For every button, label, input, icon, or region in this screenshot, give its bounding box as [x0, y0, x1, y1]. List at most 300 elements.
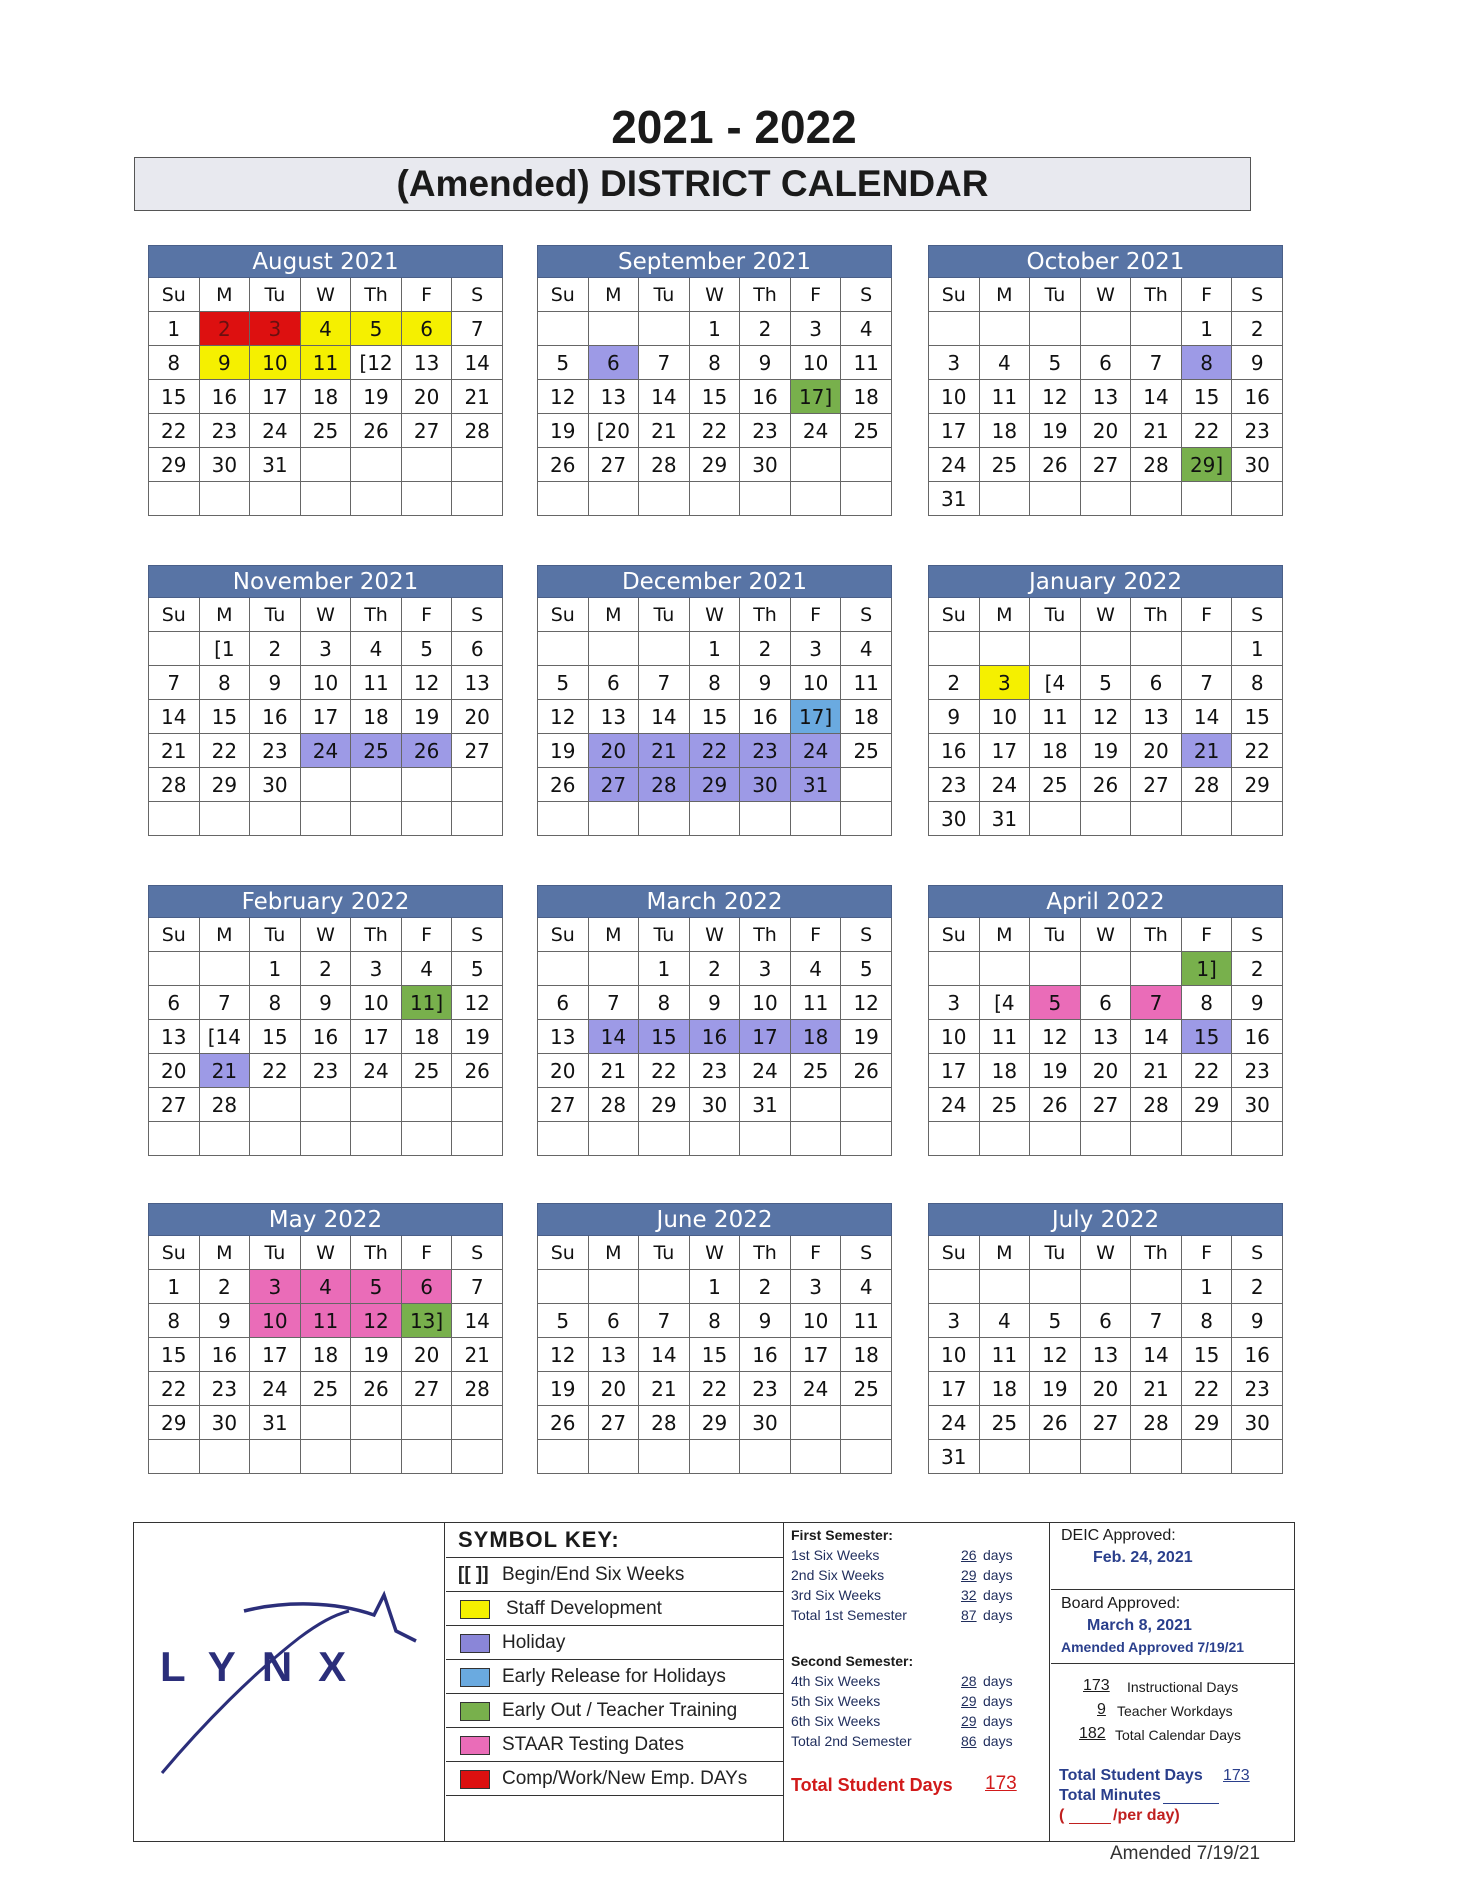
day-cell: 2 — [1232, 1270, 1283, 1304]
symbol-key-title: SYMBOL KEY: — [458, 1527, 620, 1552]
day-cell: 21 — [452, 1338, 503, 1372]
weekday-header: W — [300, 278, 351, 312]
day-cell: 9 — [199, 346, 250, 380]
weekday-header: M — [979, 278, 1030, 312]
day-cell — [452, 1088, 503, 1122]
weekday-header: Su — [538, 1236, 589, 1270]
six-weeks-label: 4th Six Weeks — [791, 1673, 881, 1689]
board-date: March 8, 2021 — [1087, 1617, 1192, 1634]
day-cell: 30 — [740, 448, 791, 482]
day-cell: 22 — [1181, 414, 1232, 448]
day-cell: 22 — [199, 734, 250, 768]
six-weeks-value: 28 — [961, 1673, 977, 1689]
day-cell — [689, 1122, 740, 1156]
day-cell — [979, 1440, 1030, 1474]
key-item-early-release — [446, 1659, 783, 1694]
day-cell — [979, 1122, 1030, 1156]
total-student-days-label: Total Student Days — [1059, 1767, 1203, 1784]
day-cell — [588, 482, 639, 516]
day-cell — [538, 312, 589, 346]
day-cell: 26 — [538, 448, 589, 482]
day-cell: 12 — [841, 986, 892, 1020]
day-cell: 23 — [740, 414, 791, 448]
day-cell: 5 — [1030, 986, 1081, 1020]
day-cell: 12 — [1030, 380, 1081, 414]
day-cell — [300, 1122, 351, 1156]
day-cell — [1131, 1270, 1182, 1304]
day-cell — [250, 482, 301, 516]
key-label: STAAR Testing Dates — [502, 1734, 684, 1755]
day-cell: 2 — [740, 632, 791, 666]
day-cell: 1 — [149, 1270, 200, 1304]
day-cell: [14 — [199, 1020, 250, 1054]
day-cell — [401, 482, 452, 516]
day-cell — [979, 1270, 1030, 1304]
day-cell: 29 — [689, 1406, 740, 1440]
day-cell: 5 — [841, 952, 892, 986]
days-unit: days — [983, 1607, 1013, 1623]
day-cell: 12 — [1030, 1338, 1081, 1372]
day-cell: 9 — [689, 986, 740, 1020]
day-cell: 23 — [929, 768, 980, 802]
day-cell: 20 — [1131, 734, 1182, 768]
day-cell: 29 — [149, 1406, 200, 1440]
day-cell: 29 — [639, 1088, 690, 1122]
day-cell — [199, 952, 250, 986]
day-cell: 28 — [452, 414, 503, 448]
day-cell: 25 — [401, 1054, 452, 1088]
weekday-header: Tu — [250, 598, 301, 632]
weekday-header: Th — [740, 278, 791, 312]
day-cell: 25 — [1030, 768, 1081, 802]
day-cell — [639, 312, 690, 346]
day-cell: 19 — [351, 1338, 402, 1372]
day-cell: [20 — [588, 414, 639, 448]
total-calendar-days-value: 182 — [1079, 1725, 1106, 1742]
weekday-header: W — [300, 598, 351, 632]
weekday-header: M — [979, 598, 1030, 632]
day-cell: 24 — [250, 1372, 301, 1406]
day-cell: 23 — [199, 1372, 250, 1406]
day-cell: 27 — [1080, 1406, 1131, 1440]
day-cell: 16 — [689, 1020, 740, 1054]
day-cell: 5 — [351, 312, 402, 346]
day-cell: 21 — [1131, 1054, 1182, 1088]
day-cell: 19 — [841, 1020, 892, 1054]
day-cell: 20 — [1080, 1372, 1131, 1406]
weekday-header: Th — [351, 1236, 402, 1270]
day-cell: 2 — [300, 952, 351, 986]
day-cell: 8 — [1181, 1304, 1232, 1338]
day-cell — [1080, 1270, 1131, 1304]
day-cell — [250, 1440, 301, 1474]
day-cell: 30 — [199, 448, 250, 482]
day-cell — [841, 1406, 892, 1440]
day-cell: 7 — [639, 1304, 690, 1338]
day-cell — [841, 768, 892, 802]
day-cell: 26 — [538, 768, 589, 802]
day-cell: 29 — [689, 768, 740, 802]
day-cell: 30 — [740, 768, 791, 802]
day-cell: 30 — [689, 1088, 740, 1122]
day-cell: 14 — [1131, 1338, 1182, 1372]
day-cell — [1030, 482, 1081, 516]
day-cell — [1080, 952, 1131, 986]
day-cell: 7 — [452, 1270, 503, 1304]
day-cell — [538, 802, 589, 836]
day-cell: 12 — [538, 700, 589, 734]
weekday-header: S — [452, 1236, 503, 1270]
day-cell — [1131, 952, 1182, 986]
day-cell: 15 — [1181, 1020, 1232, 1054]
day-cell: 29 — [1181, 1088, 1232, 1122]
day-cell: 6 — [588, 346, 639, 380]
month-calendar — [148, 885, 503, 1156]
day-cell: 25 — [300, 1372, 351, 1406]
month-title: June 2022 — [538, 1204, 892, 1236]
day-cell: 18 — [841, 1338, 892, 1372]
weekday-header: Th — [351, 278, 402, 312]
day-cell: 25 — [790, 1054, 841, 1088]
day-cell: 25 — [841, 734, 892, 768]
logo-lettering: LYNX — [160, 1643, 373, 1690]
lynx-logo-icon — [134, 1523, 444, 1841]
day-cell — [452, 448, 503, 482]
weekday-header: Tu — [1030, 598, 1081, 632]
day-cell — [929, 1270, 980, 1304]
day-cell — [199, 482, 250, 516]
day-cell: 18 — [300, 1338, 351, 1372]
day-cell: 13 — [588, 380, 639, 414]
teacher-workdays-value: 9 — [1097, 1701, 1106, 1718]
weekday-header: Th — [351, 918, 402, 952]
approvals-divider — [1051, 1663, 1294, 1664]
swatch-green — [460, 1702, 490, 1721]
days-unit: days — [983, 1693, 1013, 1709]
legend-panel — [133, 1522, 1295, 1842]
day-cell: 19 — [538, 414, 589, 448]
day-cell: 30 — [929, 802, 980, 836]
day-cell: 17 — [250, 380, 301, 414]
day-cell — [300, 1088, 351, 1122]
per-day-label: /per day) — [1113, 1807, 1180, 1824]
day-cell: 8 — [689, 1304, 740, 1338]
day-cell: 1 — [149, 312, 200, 346]
day-cell — [1181, 1440, 1232, 1474]
day-cell: 25 — [979, 448, 1030, 482]
weekday-header: Tu — [639, 1236, 690, 1270]
day-cell — [401, 1440, 452, 1474]
day-cell: 15 — [149, 380, 200, 414]
day-cell: 24 — [929, 1406, 980, 1440]
day-cell: 16 — [929, 734, 980, 768]
day-cell: 9 — [929, 700, 980, 734]
day-cell: 8 — [689, 666, 740, 700]
day-cell — [790, 1122, 841, 1156]
day-cell: 7 — [1181, 666, 1232, 700]
weekday-header: Tu — [250, 1236, 301, 1270]
day-cell: 28 — [639, 768, 690, 802]
day-cell: 12 — [1080, 700, 1131, 734]
day-cell: 1 — [1232, 632, 1283, 666]
weekday-header: W — [1080, 598, 1131, 632]
day-cell: 2 — [199, 1270, 250, 1304]
day-cell — [300, 1440, 351, 1474]
month-calendar — [537, 565, 892, 836]
six-weeks-label: 5th Six Weeks — [791, 1693, 881, 1709]
day-cell: 18 — [790, 1020, 841, 1054]
day-cell: 10 — [250, 346, 301, 380]
total-calendar-days-label: Total Calendar Days — [1115, 1727, 1242, 1743]
key-item-early-out — [446, 1693, 783, 1728]
weekday-header: Tu — [639, 598, 690, 632]
six-weeks-label: 1st Six Weeks — [791, 1547, 880, 1563]
key-symbol-brackets: [[ ]] — [458, 1564, 489, 1585]
weekday-header: Th — [740, 1236, 791, 1270]
weekday-header: W — [689, 918, 740, 952]
day-cell: 26 — [1080, 768, 1131, 802]
day-cell: 13 — [1080, 1020, 1131, 1054]
month-title: January 2022 — [929, 566, 1283, 598]
day-cell: 23 — [740, 734, 791, 768]
day-cell — [1030, 1440, 1081, 1474]
day-cell: 24 — [300, 734, 351, 768]
day-cell: 17 — [740, 1020, 791, 1054]
day-cell: 17] — [790, 380, 841, 414]
deic-date: Feb. 24, 2021 — [1093, 1549, 1193, 1566]
day-cell — [1131, 1440, 1182, 1474]
semester-total-label: Total 2nd Semester — [791, 1733, 912, 1749]
weekday-header: S — [1232, 598, 1283, 632]
day-cell — [639, 632, 690, 666]
day-cell: 21 — [639, 1372, 690, 1406]
key-item-empty — [446, 1795, 783, 1830]
day-cell — [401, 802, 452, 836]
weekday-header: S — [1232, 1236, 1283, 1270]
day-cell: 21 — [1181, 734, 1232, 768]
weekday-header: Su — [929, 598, 980, 632]
day-cell: 16 — [740, 380, 791, 414]
day-cell: 2 — [199, 312, 250, 346]
six-weeks-value: 26 — [961, 1547, 977, 1563]
day-cell: 19 — [1030, 1372, 1081, 1406]
day-cell — [689, 802, 740, 836]
day-cell: 7 — [1131, 346, 1182, 380]
day-cell: 3 — [790, 312, 841, 346]
day-cell — [300, 448, 351, 482]
day-cell — [1181, 802, 1232, 836]
day-cell: 24 — [250, 414, 301, 448]
day-cell — [452, 768, 503, 802]
day-cell — [199, 1440, 250, 1474]
total-student-days-label: Total Student Days — [791, 1775, 953, 1795]
day-cell: 15 — [149, 1338, 200, 1372]
day-cell: 14 — [452, 346, 503, 380]
key-item-staar — [446, 1727, 783, 1762]
approvals-panel — [1051, 1523, 1294, 1841]
day-cell — [639, 1270, 690, 1304]
six-weeks-label: 6th Six Weeks — [791, 1713, 881, 1729]
day-cell: 13 — [452, 666, 503, 700]
day-cell — [790, 1088, 841, 1122]
day-cell: 6 — [588, 1304, 639, 1338]
weekday-header: Th — [1131, 278, 1182, 312]
day-cell: 23 — [300, 1054, 351, 1088]
school-year-title: 2021 - 2022 — [611, 101, 857, 153]
key-label: Early Out / Teacher Training — [502, 1700, 738, 1721]
day-cell: 29 — [1181, 1406, 1232, 1440]
day-cell: 11 — [351, 666, 402, 700]
day-cell: 8 — [149, 1304, 200, 1338]
day-cell: 23 — [1232, 1054, 1283, 1088]
weekday-header: W — [1080, 918, 1131, 952]
day-cell: 3 — [790, 632, 841, 666]
day-cell: 26 — [401, 734, 452, 768]
day-cell — [689, 1440, 740, 1474]
key-label: Begin/End Six Weeks — [502, 1564, 685, 1585]
day-cell: 25 — [841, 414, 892, 448]
day-cell — [588, 312, 639, 346]
month-title: April 2022 — [929, 886, 1283, 918]
day-cell: 27 — [149, 1088, 200, 1122]
day-cell — [790, 482, 841, 516]
day-cell: 23 — [199, 414, 250, 448]
weekday-header: S — [841, 918, 892, 952]
day-cell — [401, 448, 452, 482]
day-cell — [300, 768, 351, 802]
day-cell: 6 — [1131, 666, 1182, 700]
day-cell — [588, 802, 639, 836]
day-cell: 31 — [929, 482, 980, 516]
day-cell: 10 — [740, 986, 791, 1020]
swatch-red — [460, 1770, 490, 1789]
day-cell: 16 — [1232, 380, 1283, 414]
day-cell: 4 — [300, 1270, 351, 1304]
weekday-header: S — [452, 598, 503, 632]
month-calendar — [537, 885, 892, 1156]
month-title: July 2022 — [929, 1204, 1283, 1236]
day-cell: 8 — [1232, 666, 1283, 700]
weekday-header: M — [588, 598, 639, 632]
day-cell: 14 — [588, 1020, 639, 1054]
day-cell: 28 — [1131, 1406, 1182, 1440]
weekday-header: Th — [1131, 598, 1182, 632]
day-cell: 12 — [401, 666, 452, 700]
day-cell: 28 — [588, 1088, 639, 1122]
weekday-header: Su — [149, 1236, 200, 1270]
day-cell: 16 — [1232, 1338, 1283, 1372]
day-cell: 13 — [588, 700, 639, 734]
weekday-header: Tu — [250, 918, 301, 952]
day-cell — [790, 802, 841, 836]
day-cell: 30 — [1232, 448, 1283, 482]
day-cell: 16 — [250, 700, 301, 734]
day-cell — [1232, 802, 1283, 836]
day-cell: 29] — [1181, 448, 1232, 482]
day-cell: 22 — [689, 734, 740, 768]
day-cell: 22 — [1181, 1054, 1232, 1088]
day-cell: 22 — [250, 1054, 301, 1088]
day-cell — [452, 1122, 503, 1156]
day-cell — [841, 1122, 892, 1156]
day-cell — [149, 482, 200, 516]
day-cell: 31 — [250, 1406, 301, 1440]
weekday-header: Su — [929, 918, 980, 952]
day-cell: 26 — [538, 1406, 589, 1440]
calendar-title-banner: (Amended) DISTRICT CALENDAR — [134, 157, 1251, 211]
day-cell: 26 — [351, 414, 402, 448]
day-cell — [979, 952, 1030, 986]
day-cell: 28 — [199, 1088, 250, 1122]
day-cell: 8 — [639, 986, 690, 1020]
weekday-header: Th — [740, 598, 791, 632]
day-cell: [12 — [351, 346, 402, 380]
day-cell: 18 — [401, 1020, 452, 1054]
day-cell: 23 — [1232, 414, 1283, 448]
day-cell: 24 — [740, 1054, 791, 1088]
day-cell: 2 — [740, 312, 791, 346]
day-cell: 5 — [401, 632, 452, 666]
day-cell: 16 — [740, 1338, 791, 1372]
day-cell — [300, 1406, 351, 1440]
month-calendar — [537, 245, 892, 516]
total-student-days-value: 173 — [985, 1773, 1017, 1794]
day-cell: 7 — [639, 666, 690, 700]
deic-label: DEIC Approved: — [1061, 1527, 1176, 1544]
day-cell: 6 — [452, 632, 503, 666]
weekday-header: W — [1080, 1236, 1131, 1270]
day-cell: 31 — [740, 1088, 791, 1122]
swatch-yellow — [460, 1600, 490, 1619]
day-cell: 11 — [979, 1020, 1030, 1054]
day-cell: 18 — [300, 380, 351, 414]
day-cell: 20 — [588, 734, 639, 768]
day-cell: 6 — [1080, 1304, 1131, 1338]
day-cell: 13 — [149, 1020, 200, 1054]
day-cell — [929, 312, 980, 346]
weekday-header: F — [790, 918, 841, 952]
day-cell — [401, 1088, 452, 1122]
day-cell: 12 — [1030, 1020, 1081, 1054]
day-cell — [1080, 632, 1131, 666]
day-cell: 4 — [300, 312, 351, 346]
day-cell: 9 — [199, 1304, 250, 1338]
day-cell — [452, 1440, 503, 1474]
day-cell: 15 — [199, 700, 250, 734]
weekday-header: Su — [538, 918, 589, 952]
key-label: Early Release for Holidays — [502, 1666, 726, 1687]
day-cell: 16 — [300, 1020, 351, 1054]
day-cell — [1232, 482, 1283, 516]
weekday-header: Tu — [639, 278, 690, 312]
day-cell: 21 — [588, 1054, 639, 1088]
day-cell — [841, 482, 892, 516]
day-cell: 9 — [1232, 986, 1283, 1020]
day-cell: 30 — [1232, 1406, 1283, 1440]
day-cell — [740, 482, 791, 516]
day-cell: 24 — [790, 734, 841, 768]
day-cell — [351, 1088, 402, 1122]
weekday-header: Su — [929, 1236, 980, 1270]
day-cell: 2 — [740, 1270, 791, 1304]
day-cell: 9 — [1232, 1304, 1283, 1338]
weekday-header: W — [689, 278, 740, 312]
day-cell: 5 — [538, 666, 589, 700]
month-calendar — [148, 565, 503, 836]
day-cell: 10 — [979, 700, 1030, 734]
day-cell — [841, 1088, 892, 1122]
day-cell — [979, 312, 1030, 346]
